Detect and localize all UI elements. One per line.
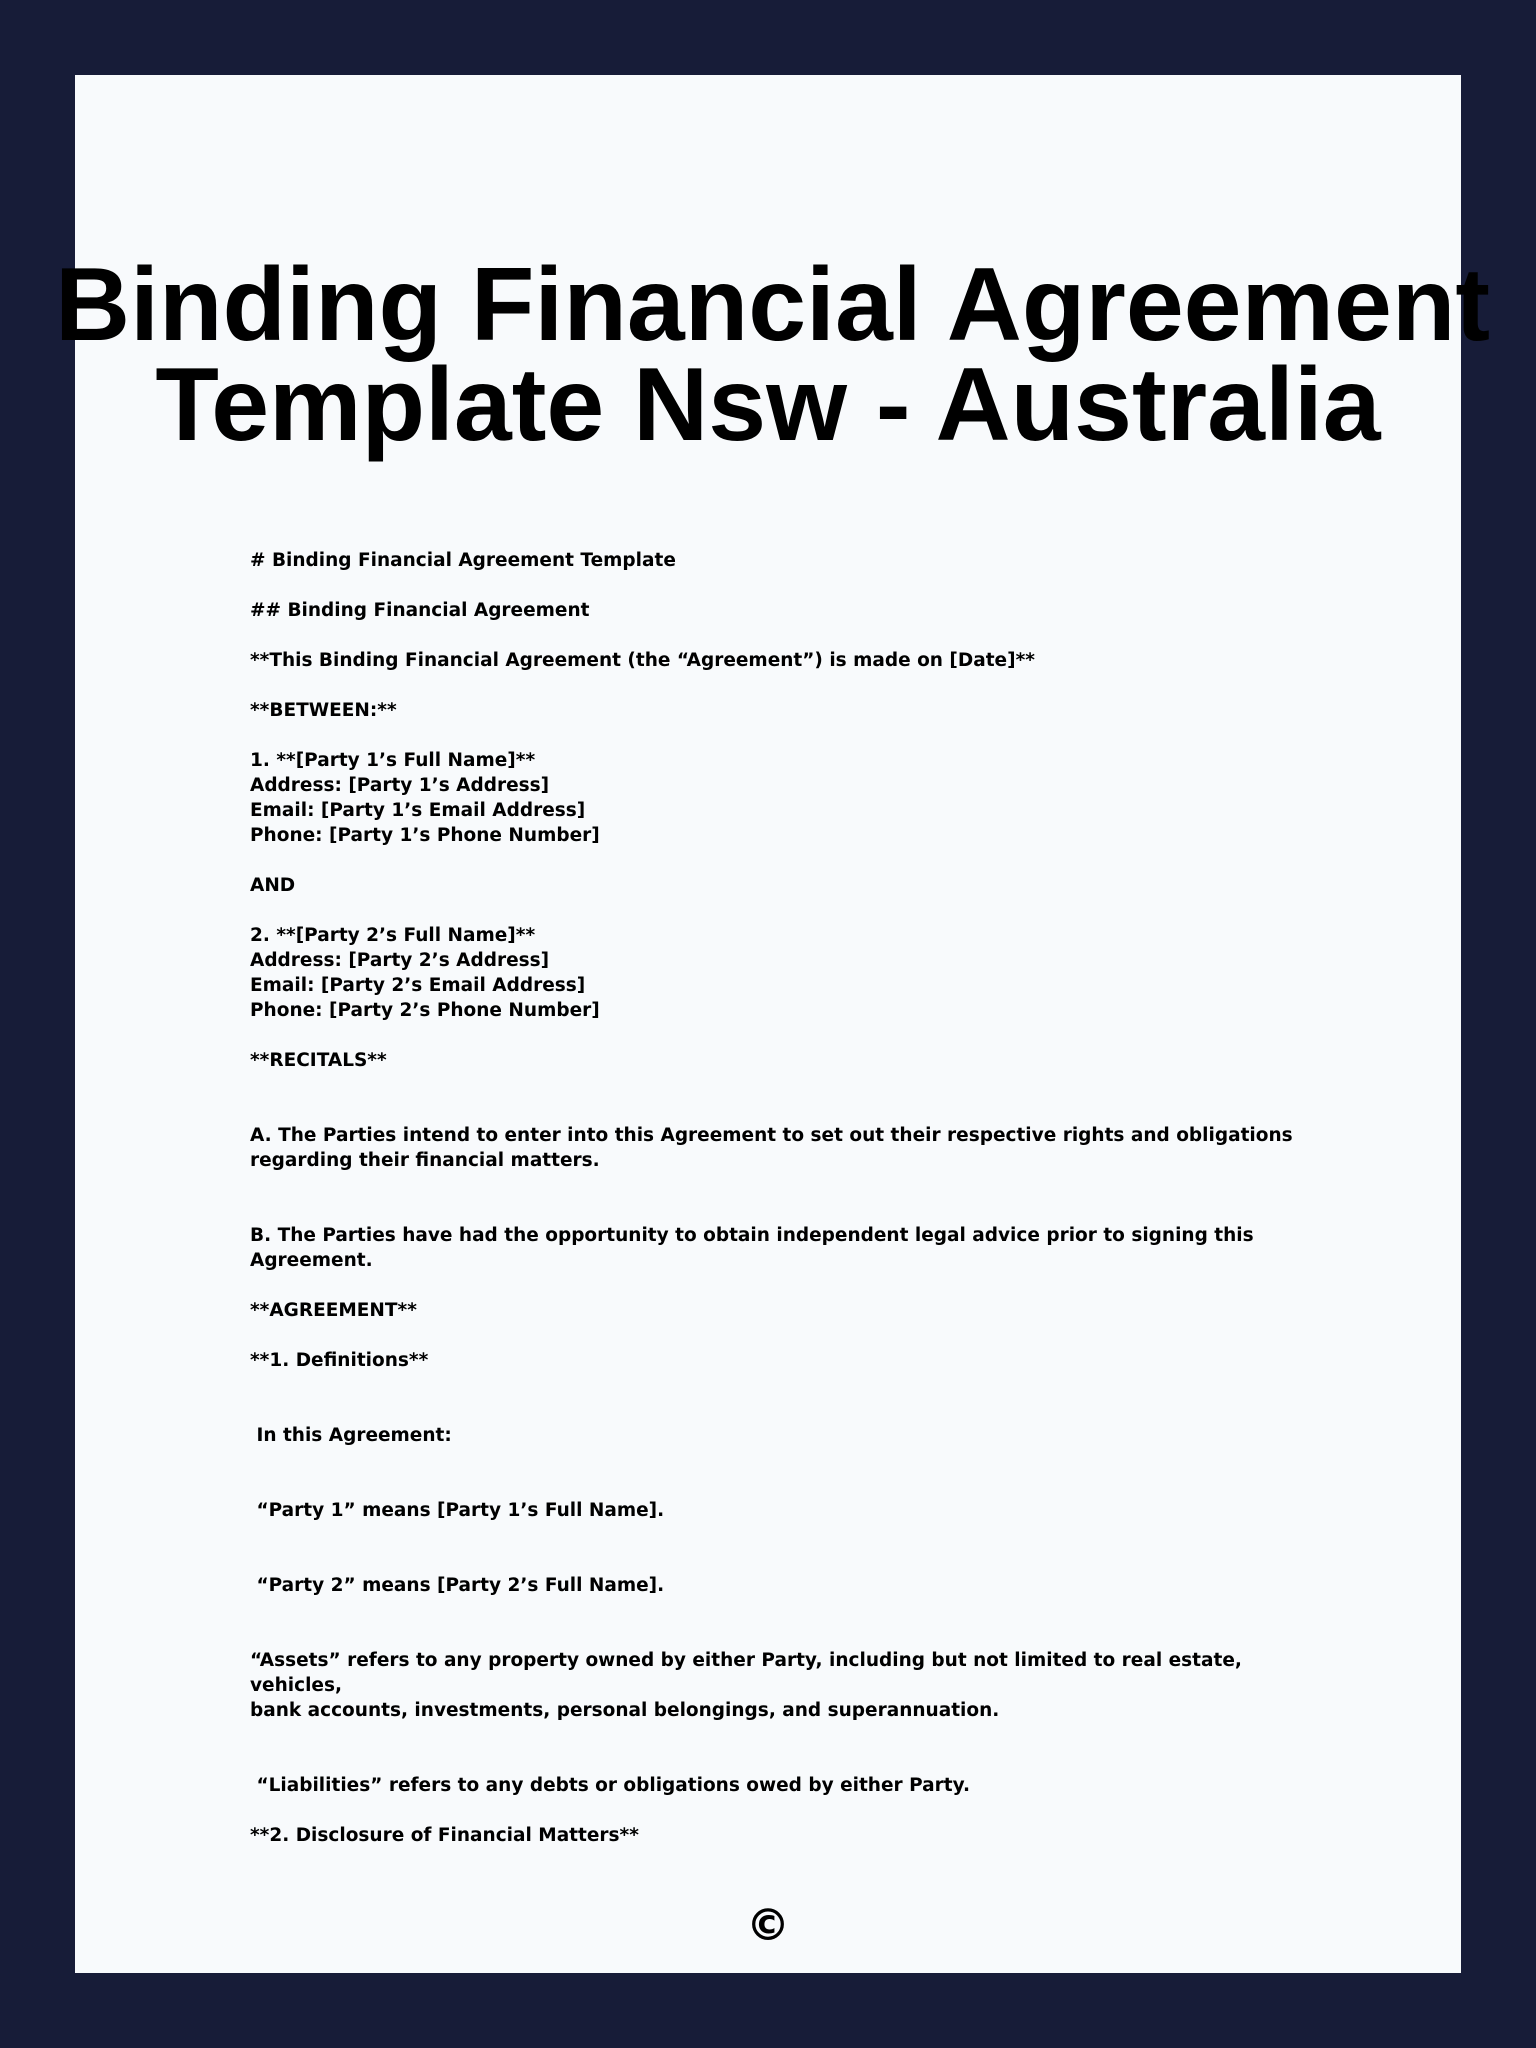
party1-phone: Phone: [Party 1’s Phone Number] [250,825,600,846]
party1-address: Address: [Party 1’s Address] [250,775,550,796]
heading-template: # Binding Financial Agreement Template [250,550,676,571]
recital-a-line-2: regarding their financial matters. [250,1150,600,1171]
definition-assets-line-2: bank accounts, investments, personal belongings, and superannuation. [250,1700,1000,1721]
recital-b: B. The Parties have had the opportunity to obtain independent legal advice prior to signing this Agreement. [250,1225,1261,1271]
party2-email: Email: [Party 2’s Email Address] [250,975,586,996]
section-2-heading: **2. Disclosure of Financial Matters** [250,1825,639,1846]
party1-email: Email: [Party 1’s Email Address] [250,800,586,821]
section-1-heading: **1. Definitions** [250,1350,429,1371]
party2-name: 2. **[Party 2’s Full Name]** [250,925,536,946]
definition-assets-line-1: “Assets” refers to any property owned by either Party, including but not limited to real estate, vehicles, [250,1650,1249,1696]
between-label: **BETWEEN:** [250,700,397,721]
definition-party2: “Party 2” means [Party 2’s Full Name]. [250,1575,665,1596]
party2-phone: Phone: [Party 2’s Phone Number] [250,1000,600,1021]
agreement-heading: **AGREEMENT** [250,1300,417,1321]
recitals-heading: **RECITALS** [250,1050,387,1071]
intro-line: **This Binding Financial Agreement (the “Agreement”) is made on [Date]** [250,650,1035,671]
title-line-2: Template Nsw - Australia [155,347,1381,463]
in-this-agreement: In this Agreement: [250,1425,452,1446]
page-title [55,247,1490,463]
title-line-1: Binding Financial Agreement [55,247,1490,363]
definition-party1: “Party 1” means [Party 1’s Full Name]. [250,1500,665,1521]
party2-address: Address: [Party 2’s Address] [250,950,550,971]
copyright-icon: © [746,1900,790,1951]
and-label: AND [250,875,296,896]
recital-a-line-1: A. The Parties intend to enter into this Agreement to set out their respective rights and obligations [250,1125,1293,1146]
heading-agreement: ## Binding Financial Agreement [250,600,590,621]
document-body [250,548,1310,1848]
definition-liabilities: “Liabilities” refers to any debts or obligations owed by either Party. [250,1775,970,1796]
party1-name: 1. **[Party 1’s Full Name]** [250,750,536,771]
document-page [55,75,1490,1973]
